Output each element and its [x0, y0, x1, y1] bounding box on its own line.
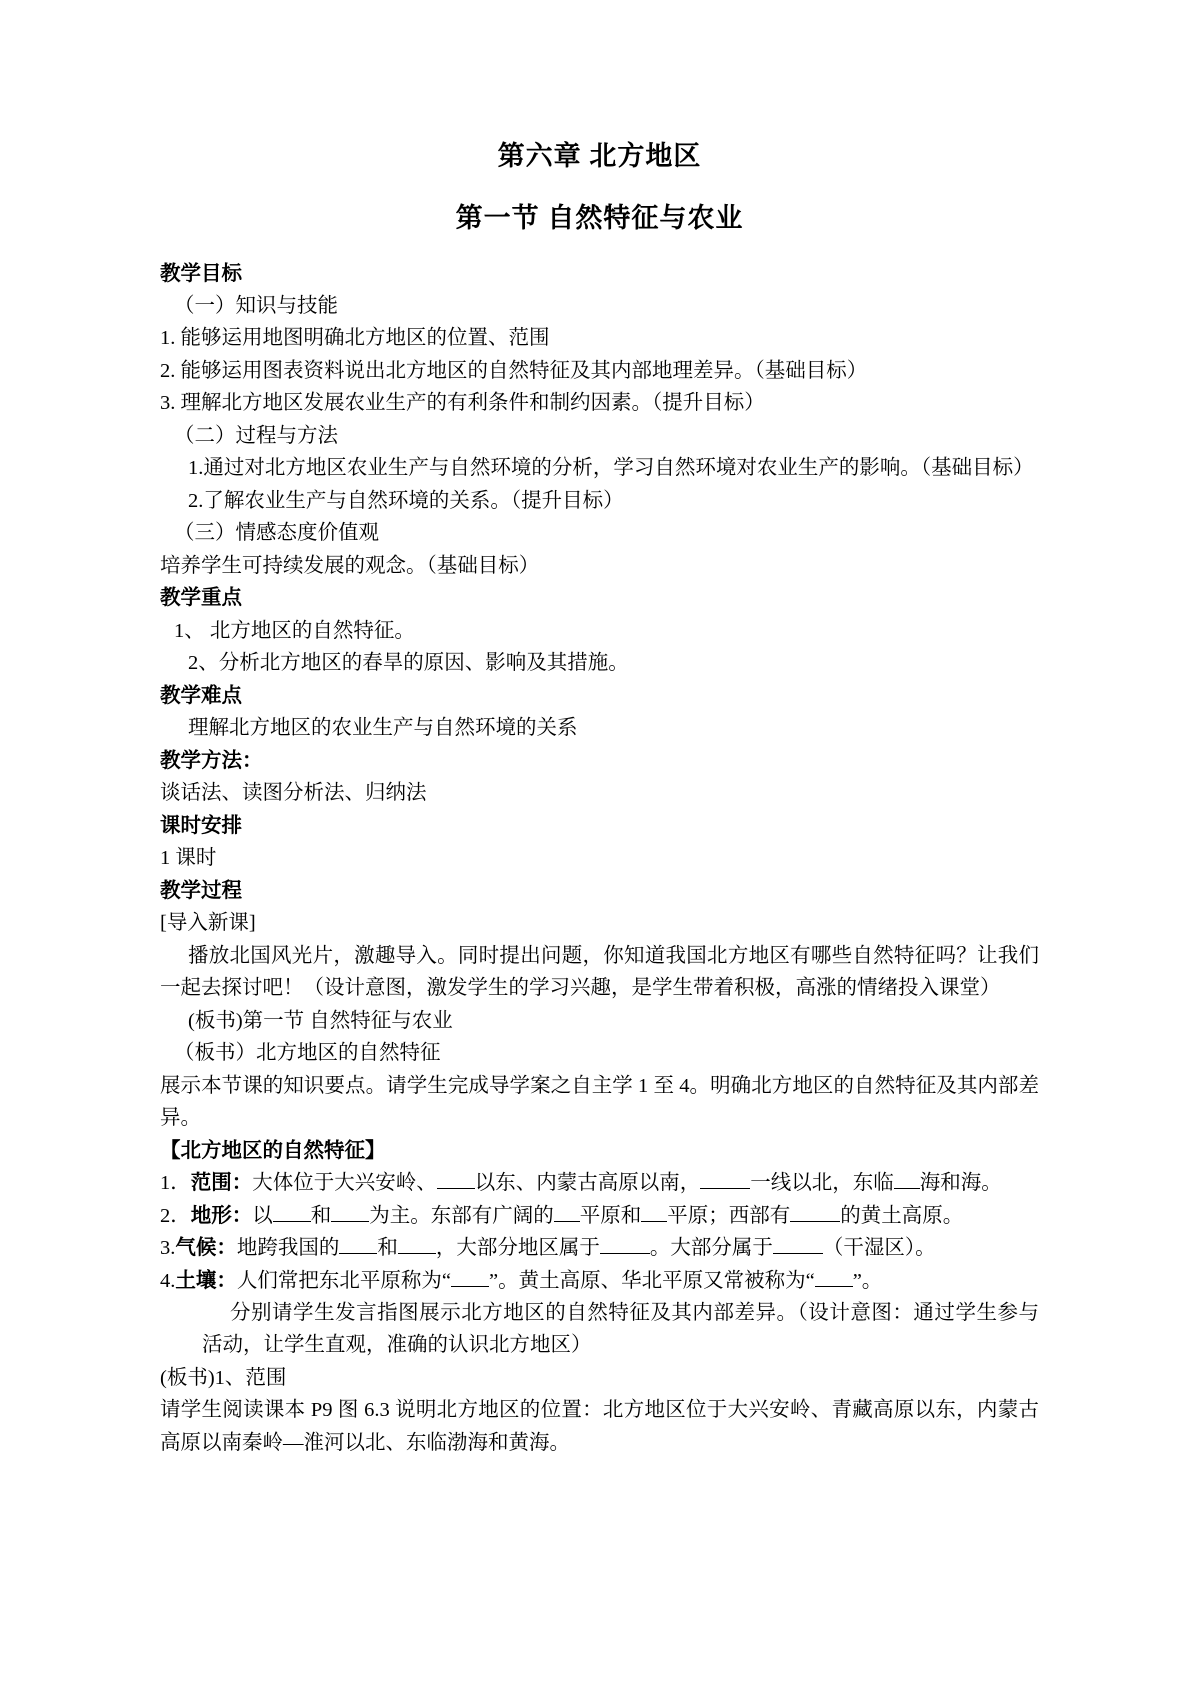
- process-read-paragraph: 请学生阅读课本 P9 图 6.3 说明北方地区的位置：北方地区位于大兴安岭、青藏高原以东，内蒙古高原以南秦岭—淮河以北、东临渤海和黄海。: [160, 1399, 1039, 1454]
- board-note-1: (板书)第一节 自然特征与农业: [188, 1009, 453, 1032]
- feature-1-text-b: 以东、内蒙古高原以南，: [474, 1172, 701, 1195]
- blank-field[interactable]: [815, 1286, 853, 1287]
- blank-field[interactable]: [554, 1221, 580, 1222]
- feature-4-text-b: ”。黄土高原、华北平原又常被称为“: [488, 1269, 815, 1292]
- feature-2-number: 2．: [160, 1204, 191, 1227]
- feature-2-text-e: 平原；西部有: [667, 1204, 791, 1227]
- objectives-item-1: 1. 能够运用地图明确北方地区的位置、范围: [160, 327, 550, 350]
- feature-2-text-c: 为主。东部有广阔的: [369, 1204, 554, 1227]
- feature-2-text-f: 的黄土高原。: [840, 1204, 964, 1227]
- process-speak-paragraph: 分别请学生发言指图展示北方地区的自然特征及其内部差异。（设计意图：通过学生参与活动，让学生直观，准确的认识北方地区）: [202, 1302, 1039, 1357]
- blank-field[interactable]: [641, 1221, 667, 1222]
- feature-3-text-b: 和: [377, 1237, 398, 1260]
- board-note-2: （板书）北方地区的自然特征: [174, 1042, 441, 1065]
- feature-1-text-d: 海和海。: [919, 1172, 1002, 1195]
- objectives-item-6: 培养学生可持续发展的观念。（基础目标）: [160, 554, 540, 577]
- heading-schedule: 课时安排: [160, 814, 242, 837]
- objectives-part3-heading: （三）情感态度价值观: [174, 522, 379, 545]
- feature-2-text-b: 和: [310, 1204, 332, 1227]
- feature-1-number: 1．: [160, 1172, 191, 1195]
- key-point-1: 1、 北方地区的自然特征。: [174, 619, 415, 642]
- blank-field[interactable]: [398, 1253, 436, 1254]
- feature-item-scope: [160, 1167, 1039, 1199]
- blank-field[interactable]: [894, 1188, 920, 1189]
- feature-3-text-d: 。大部分属于: [649, 1237, 773, 1260]
- heading-difficulty: 教学难点: [160, 684, 242, 707]
- feature-3-number: 3.: [160, 1237, 176, 1260]
- blank-field[interactable]: [331, 1221, 369, 1222]
- heading-process: 教学过程: [160, 879, 242, 902]
- feature-1-text-c: 一线以北，东临: [750, 1172, 894, 1195]
- feature-item-soil: [160, 1265, 1039, 1297]
- feature-item-landform: [160, 1200, 1039, 1232]
- objectives-item-3: 3. 理解北方地区发展农业生产的有利条件和制约因素。（提升目标）: [160, 392, 765, 415]
- heading-teaching-objectives: 教学目标: [160, 262, 242, 285]
- feature-4-number: 4.: [160, 1269, 176, 1292]
- feature-3-text-e: （干湿区）。: [822, 1237, 936, 1260]
- process-intro-label: [导入新课]: [160, 912, 256, 935]
- difficulty-text: 理解北方地区的农业生产与自然环境的关系: [188, 717, 578, 740]
- page-subtitle: 第一节 自然特征与农业: [455, 202, 744, 233]
- feature-3-text-c: ，大部分地区属于: [435, 1237, 600, 1260]
- blank-field[interactable]: [451, 1286, 489, 1287]
- blank-field[interactable]: [773, 1253, 823, 1254]
- blank-field[interactable]: [790, 1221, 840, 1222]
- document-body: [160, 258, 1039, 1460]
- feature-1-label: 范围：: [190, 1172, 253, 1195]
- board-note-3: (板书)1、范围: [160, 1366, 287, 1389]
- blank-field[interactable]: [339, 1253, 377, 1254]
- process-display-paragraph: 展示本节课的知识要点。请学生完成导学案之自主学 1 至 4。明确北方地区的自然特征及其内部差异。: [160, 1074, 1039, 1130]
- blank-field[interactable]: [700, 1188, 750, 1189]
- methods-text: 谈话法、读图分析法、归纳法: [160, 782, 427, 805]
- feature-2-text-d: 平原和: [579, 1204, 642, 1227]
- heading-natural-features: 【北方地区的自然特征】: [160, 1139, 386, 1162]
- objectives-item-4: 1.通过对北方地区农业生产与自然环境的分析，学习自然环境对农业生产的影响。（基础目标）: [188, 457, 1034, 480]
- heading-key-points: 教学重点: [160, 587, 242, 610]
- objectives-part1-heading: （一）知识与技能: [174, 294, 338, 317]
- page-title: 第六章 北方地区: [497, 141, 702, 171]
- process-intro-paragraph: 播放北国风光片，激趣导入。同时提出问题，你知道我国北方地区有哪些自然特征吗？让我们一起去探讨吧！（设计意图，激发学生的学习兴趣，是学生带着积极，高涨的情绪投入课堂）: [160, 944, 1039, 1000]
- key-point-2: 2、分析北方地区的春旱的原因、影响及其措施。: [188, 652, 629, 675]
- blank-field[interactable]: [273, 1221, 311, 1222]
- feature-item-climate: [160, 1232, 1039, 1264]
- blank-field[interactable]: [600, 1253, 650, 1254]
- feature-3-text-a: 地跨我国的: [236, 1237, 340, 1260]
- feature-4-text-a: 人们常把东北平原称为“: [236, 1269, 451, 1292]
- feature-4-label: 土壤：: [175, 1269, 237, 1292]
- heading-methods: 教学方法：: [160, 749, 263, 772]
- feature-1-text-a: 大体位于大兴安岭、: [252, 1172, 437, 1195]
- schedule-text: 1 课时: [160, 847, 217, 870]
- objectives-part2-heading: （二）过程与方法: [174, 424, 338, 447]
- feature-2-label: 地形：: [190, 1204, 253, 1227]
- objectives-item-2: 2. 能够运用图表资料说出北方地区的自然特征及其内部地理差异。（基础目标）: [160, 359, 868, 382]
- objectives-item-5: 2.了解农业生产与自然环境的关系。（提升目标）: [188, 489, 624, 512]
- feature-2-text-a: 以: [252, 1204, 273, 1227]
- blank-field[interactable]: [437, 1188, 475, 1189]
- feature-4-text-c: ”。: [852, 1269, 883, 1292]
- feature-3-label: 气候：: [175, 1237, 237, 1260]
